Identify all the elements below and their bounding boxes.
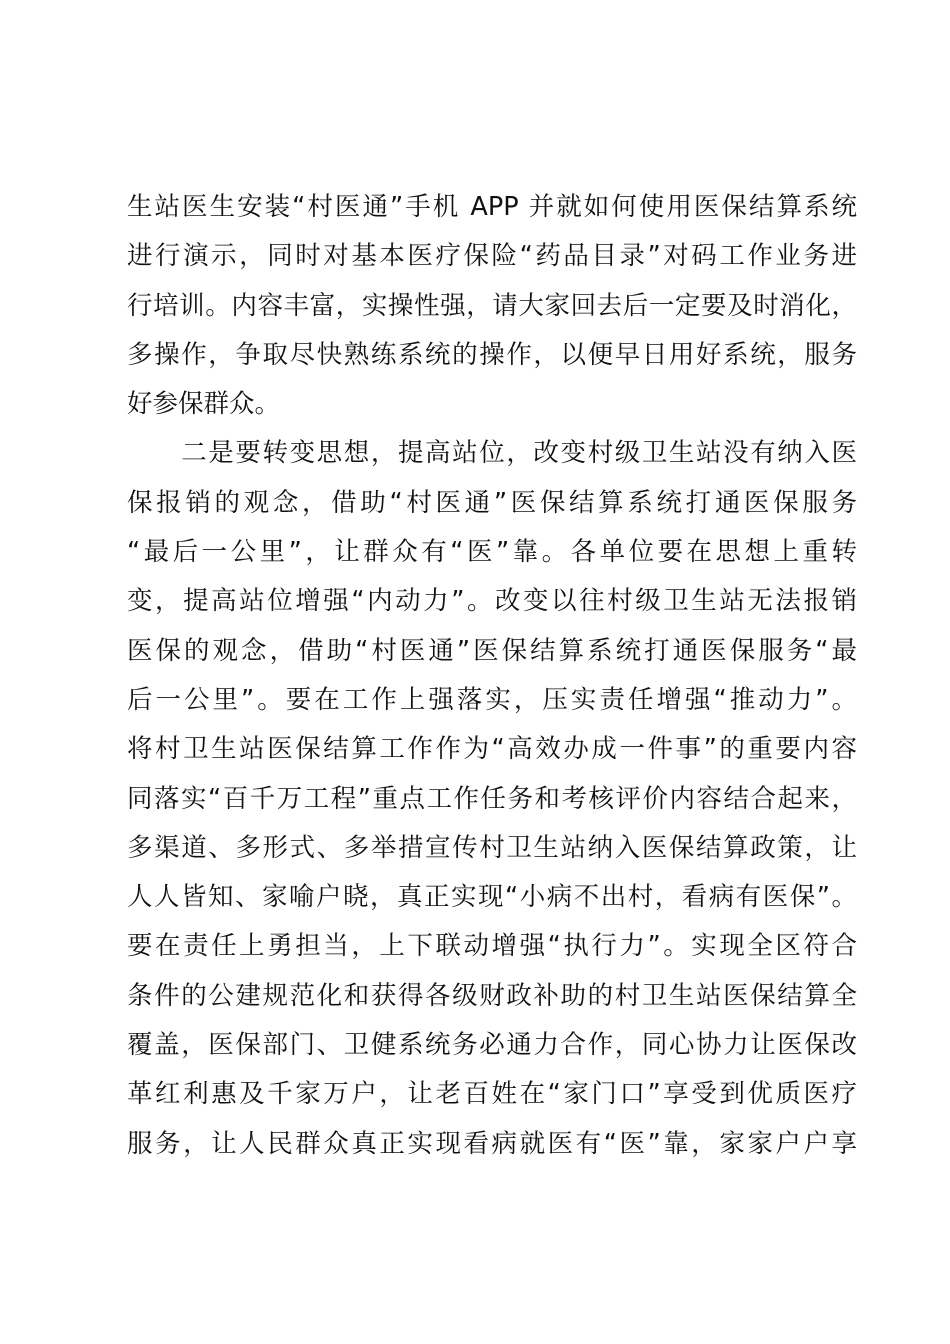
text-line: 生站医生安装“村医通”手机 APP 并就如何使用医保结算系统 bbox=[127, 192, 857, 222]
text-line: 多操作，争取尽快熟练系统的操作，以便早日用好系统，服务 bbox=[127, 339, 857, 370]
text-line: “最后一公里”，让群众有“医”靠。各单位要在思想上重转 bbox=[127, 537, 857, 568]
paragraph-1 bbox=[127, 183, 857, 429]
body-text bbox=[127, 183, 857, 1169]
text-line: 覆盖，医保部门、卫健系统务必通力合作，同心协力让医保改 bbox=[127, 1030, 857, 1061]
text-line: 二是要转变思想，提高站位，改变村级卫生站没有纳入医 bbox=[127, 438, 857, 469]
text-line: 条件的公建规范化和获得各级财政补助的村卫生站医保结算全 bbox=[127, 980, 857, 1011]
text-line: 进行演示，同时对基本医疗保险“药品目录”对码工作业务进 bbox=[127, 241, 857, 272]
text-line: 变，提高站位增强“内动力”。改变以往村级卫生站无法报销 bbox=[127, 586, 857, 617]
text-line: 后一公里”。要在工作上强落实，压实责任增强“推动力”。 bbox=[127, 684, 857, 715]
text-line: 多渠道、多形式、多举措宣传村卫生站纳入医保结算政策，让 bbox=[127, 832, 857, 863]
paragraph-2 bbox=[127, 429, 857, 1168]
text-line: 医保的观念，借助“村医通”医保结算系统打通医保服务“最 bbox=[127, 635, 857, 666]
text-line: 要在责任上勇担当，上下联动增强“执行力”。实现全区符合 bbox=[127, 931, 857, 962]
text-line: 同落实“百千万工程”重点工作任务和考核评价内容结合起来， bbox=[127, 783, 857, 814]
text-line: 革红利惠及千家万户，让老百姓在“家门口”享受到优质医疗 bbox=[127, 1079, 857, 1110]
text-line: 好参保群众。 bbox=[127, 389, 281, 420]
text-line: 服务，让人民群众真正实现看病就医有“医”靠，家家户户享 bbox=[127, 1128, 857, 1159]
text-line: 保报销的观念，借助“村医通”医保结算系统打通医保服务 bbox=[127, 487, 857, 518]
text-line: 人人皆知、家喻户晓，真正实现“小病不出村，看病有医保”。 bbox=[127, 882, 857, 913]
text-line: 行培训。内容丰富，实操性强，请大家回去后一定要及时消化， bbox=[127, 290, 857, 321]
text-line: 将村卫生站医保结算工作作为“高效办成一件事”的重要内容 bbox=[127, 734, 857, 765]
